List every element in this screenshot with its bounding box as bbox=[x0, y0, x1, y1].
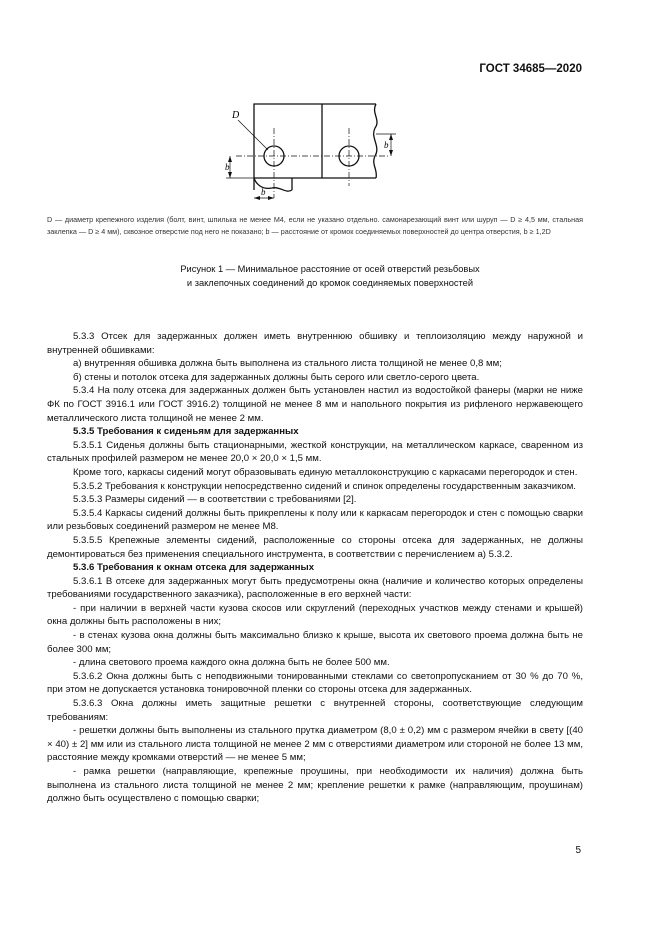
paragraph: 5.3.6.1 В отсеке для задержанных могут быть предусмотрены окна (наличие и количество которых определены требованиями государственного заказчика), расположенные в его верхней части: bbox=[47, 575, 583, 601]
figure-title bbox=[80, 263, 580, 290]
paragraph: 5.3.5.1 Сиденья должны быть стационарными, жесткой конструкции, на металлическом каркасе, сваренном из стальных профилей размером не менее 20,0 × 20,0 × 1,5 мм. bbox=[47, 439, 583, 465]
paragraph: 5.3.5.3 Размеры сидений — в соответствии с требованиями [2]. bbox=[73, 494, 357, 506]
list-item: - при наличии в верхней части кузова скосов или скруглений (переходных участков между стенами и крышей) окна должны быть расположены в них; bbox=[47, 602, 583, 628]
paragraph: б) стены и потолок отсека для задержанных должны быть серого или светло-серого цвета. bbox=[73, 371, 480, 383]
document-id: ГОСТ 34685—2020 bbox=[479, 63, 582, 75]
list-item: - длина светового проема каждого окна должна быть не более 500 мм. bbox=[73, 657, 390, 669]
section-heading: 5.3.5 Требования к сиденьям для задержанных bbox=[73, 426, 299, 438]
paragraph: Кроме того, каркасы сидений могут образовывать единую металлоконструкцию с каркасами перегородок и стен. bbox=[73, 466, 578, 478]
paragraph: а) внутренняя обшивка должна быть выполнена из стального листа толщиной не менее 0,8 мм; bbox=[73, 358, 502, 370]
figure-1-drawing bbox=[226, 98, 406, 208]
list-item: - рамка решетки (направляющие, крепежные проушины, при необходимости их наличия) должна быть выполнена из стального листа толщиной не менее 2 мм; крепление решетки к рамке (направляющим, проушинам) должно быть осуществлено с помощью сварки; bbox=[47, 766, 583, 805]
list-item: - в стенах кузова окна должны быть максимально близко к крыше, высота их светового проема должна быть не более 300 мм; bbox=[47, 630, 583, 655]
figure-title-line: Рисунок 1 — Минимальное расстояние от осей отверстий резьбовых bbox=[180, 264, 480, 274]
label-b-bottom: b bbox=[261, 187, 266, 197]
page-number: 5 bbox=[575, 845, 581, 856]
paragraph: 5.3.3 Отсек для задержанных должен иметь внутреннюю обшивку и теплоизоляцию между наружной и внутренней обшивками: bbox=[47, 331, 583, 356]
label-b-left: b bbox=[225, 162, 230, 172]
figure-title-line: и заклепочных соединений до кромок соединяемых поверхностей bbox=[186, 277, 474, 288]
label-b-right: b bbox=[384, 140, 389, 150]
paragraph: 5.3.4 На полу отсека для задержанных должен быть установлен настил из водостойкой фанеры (марки не ниже ФК по ГОСТ 3916.1 или ГОСТ 3916.2) толщиной не менее 8 мм и напольного покрытия из рифленого нержавеющего металлического листа толщиной не менее 2 мм. bbox=[47, 385, 583, 424]
body-text bbox=[47, 330, 583, 806]
paragraph: 5.3.5.5 Крепежные элементы сидений, расположенные со стороны отсека для задержанных, не должны демонтироваться без применения специального инструмента, в соответствии с перечислением а) 5.3.2. bbox=[47, 534, 583, 560]
paragraph: 5.3.6.3 Окна должны иметь защитные решетки с внутренней стороны, соответствующие следующим требованиям: bbox=[47, 698, 583, 723]
label-D: D bbox=[232, 110, 240, 121]
paragraph: 5.3.6.2 Окна должны быть с неподвижными тонированными стеклами со светопропусканием от 30 % до 70 %, при этом не допускается установка тонировочной пленки со стороны отсека для задержанных. bbox=[47, 670, 583, 696]
list-item: - решетки должны быть выполнены из стального прутка диаметром (8,0 ± 0,2) мм с размером ячейки в свету [(40 × 40) ± 2] мм или из стального листа толщиной не менее 2 мм с отверстиями диаметром или стороной не более 13 мм, расстояние между кромками отверстий — не менее 5 мм; bbox=[47, 725, 583, 764]
figure-caption: D — диаметр крепежного изделия (болт, винт, шпилька не менее М4, если не указано отдельно. самонарезающий винт или шуруп — D ≥ 4,5 мм, стальная заклепка — D ≥ 4 мм), сквозное отверстие под него не показано; b — расстояние от кромок соединяемых поверхностей до центра отверстия, b ≥ 1,2D bbox=[47, 215, 583, 236]
paragraph: 5.3.5.4 Каркасы сидений должны быть прикреплены к полу или к каркасам перегородок и стен с помощью сварки или резьбовых соединений размером не менее М8. bbox=[47, 507, 583, 533]
section-heading: 5.3.6 Требования к окнам отсека для задержанных bbox=[73, 562, 315, 574]
paragraph: 5.3.5.2 Требования к конструкции непосредственно сидений и спинок определены государственным заказчиком. bbox=[73, 480, 576, 492]
